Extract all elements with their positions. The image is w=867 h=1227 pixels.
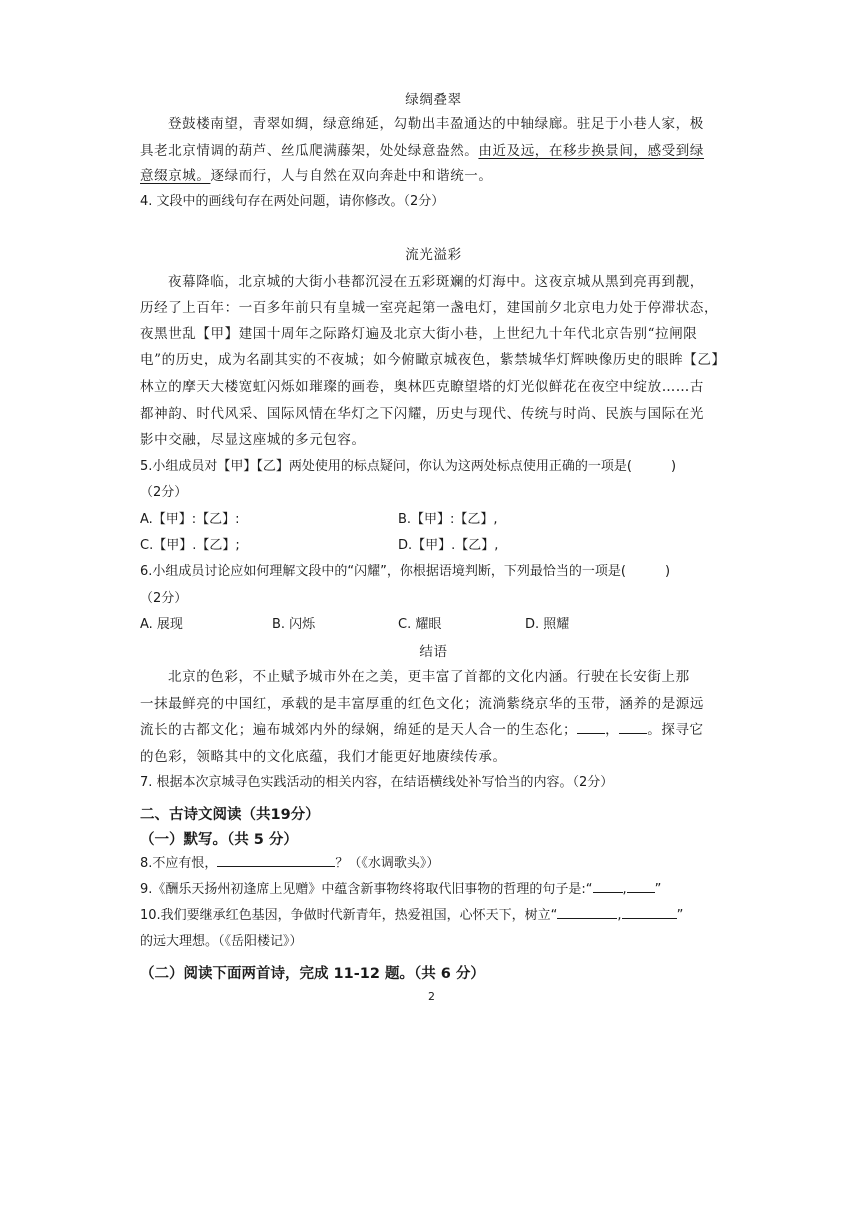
answer-blank[interactable]: [217, 854, 335, 867]
option-a: A.【甲】:【乙】:: [140, 512, 240, 527]
answer-blank[interactable]: [593, 880, 623, 893]
paragraph-line: 夜幕降临，北京城的大街小巷都沉浸在五彩斑斓的灯海中。这夜京城从黑到亮再到靓，: [168, 274, 704, 290]
section-title-light: 流光溢彩: [405, 247, 462, 263]
subsection-heading: （二）阅读下面两首诗，完成 11-12 题。（共 6 分）: [140, 966, 485, 982]
paragraph-line: 历经了上百年：一百多年前只有皇城一室亮起第一盏电灯，建国前夕北京电力处于停滞状态，: [140, 300, 719, 316]
question-4: 4. 文段中的画线句存在两处问题，请你修改。（2分）: [140, 194, 445, 209]
page-number: 2: [428, 990, 435, 1003]
option-c: C.【甲】.【乙】;: [140, 538, 240, 553]
answer-blank[interactable]: [557, 906, 617, 919]
underlined-sentence: 意缀京城。: [140, 168, 211, 184]
answer-blank[interactable]: [627, 880, 655, 893]
answer-blank[interactable]: [577, 721, 605, 734]
option-d: D. 照耀: [525, 617, 570, 632]
paragraph-line: 意缀京城。逐绿而行，人与自然在双向奔赴中和谐统一。: [140, 168, 493, 184]
option-a: A. 展现: [140, 617, 183, 632]
option-d: D.【甲】.【乙】,: [398, 538, 499, 553]
paragraph-line: 的色彩，领略其中的文化底蕴，我们才能更好地赓续传承。: [140, 749, 507, 765]
underlined-sentence: 由近及远，在移步换景间，感受到绿: [478, 143, 705, 159]
paragraph-line: 流长的古都文化；遍布城郊内外的绿娴，绵延的是天人合一的生态化； ， 。探寻它: [140, 722, 704, 738]
section-title-conclusion: 结语: [419, 644, 448, 660]
paragraph-line: 影中交融，尽显这座城的多元包容。: [140, 432, 366, 448]
question-5: 5.小组成员对【甲】【乙】两处使用的标点疑问，你认为这两处标点使用正确的一项是( ): [140, 459, 677, 474]
paragraph-line: 北京的色彩，不止赋予城市外在之美，更丰富了首都的文化内涵。行驶在长安街上那: [168, 669, 690, 685]
question-6: 6.小组成员讨论应如何理解文段中的“闪耀”，你根据语境判断，下列最恰当的一项是( ): [140, 564, 671, 579]
section-title-green: 绿绸叠翠: [405, 92, 462, 108]
subsection-heading: （一）默写。（共 5 分）: [140, 832, 298, 848]
option-c: C. 耀眼: [398, 617, 442, 632]
paragraph-line: 都神韵、时代风采、国际风情在华灯之下闪耀，历史与现代、传统与时尚、民族与国际在光: [140, 406, 704, 422]
paragraph-line: 一抹最鲜亮的中国红，承载的是丰富厚重的红色文化；流淌紫绕京华的玉带，涵养的是源远: [140, 696, 704, 712]
paragraph-line: 具老北京情调的葫芦、丝瓜爬满藤架，处处绿意盎然。由近及远，在移步换景间，感受到绿: [140, 143, 705, 159]
question-6-score: （2分）: [140, 591, 188, 606]
question-10-source: 的远大理想。（《岳阳楼记》）: [140, 934, 303, 949]
paragraph-line: 夜黑世乱【甲】建国十周年之际路灯遍及北京大街小巷，上世纪九十年代北京告别“拉闸限: [140, 326, 698, 342]
question-8: 8.不应有恨， ？（《水调歌头》）: [140, 856, 440, 871]
answer-blank[interactable]: [622, 906, 677, 919]
answer-blank[interactable]: [619, 721, 647, 734]
paragraph-line: 登鼓楼南望，青翠如绸，绿意绵延，勾勒出丰盈通达的中轴绿廊。驻足于小巷人家，极: [168, 116, 704, 132]
question-9: 9.《酬乐天扬州初逢席上见赠》中蕴含新事物终将取代旧事物的哲理的句子是:“ , ”: [140, 882, 662, 897]
option-b: B. 闪烁: [272, 617, 316, 632]
paragraph-line: 林立的摩天大楼宽虹闪烁如璀璨的画卷，奥林匹克瞭望塔的灯光似鲜花在夜空中绽放……古: [140, 379, 704, 395]
question-7: 7. 根据本次京城寻色实践活动的相关内容，在结语横线处补写恰当的内容。（2分）: [140, 775, 614, 790]
paragraph-line: 电”的历史，成为名副其实的不夜城；如今俯瞰京城夜色，紫禁城华灯辉映像历史的眼眸【乙】: [140, 352, 726, 368]
part-heading: 二、古诗文阅读（共19分）: [140, 807, 320, 823]
option-b: B.【甲】:【乙】,: [398, 512, 498, 527]
question-5-score: （2分）: [140, 485, 188, 500]
question-10: 10.我们要继承红色基因，争做时代新青年，热爱祖国，心怀天下，树立“ , ”: [140, 908, 684, 923]
